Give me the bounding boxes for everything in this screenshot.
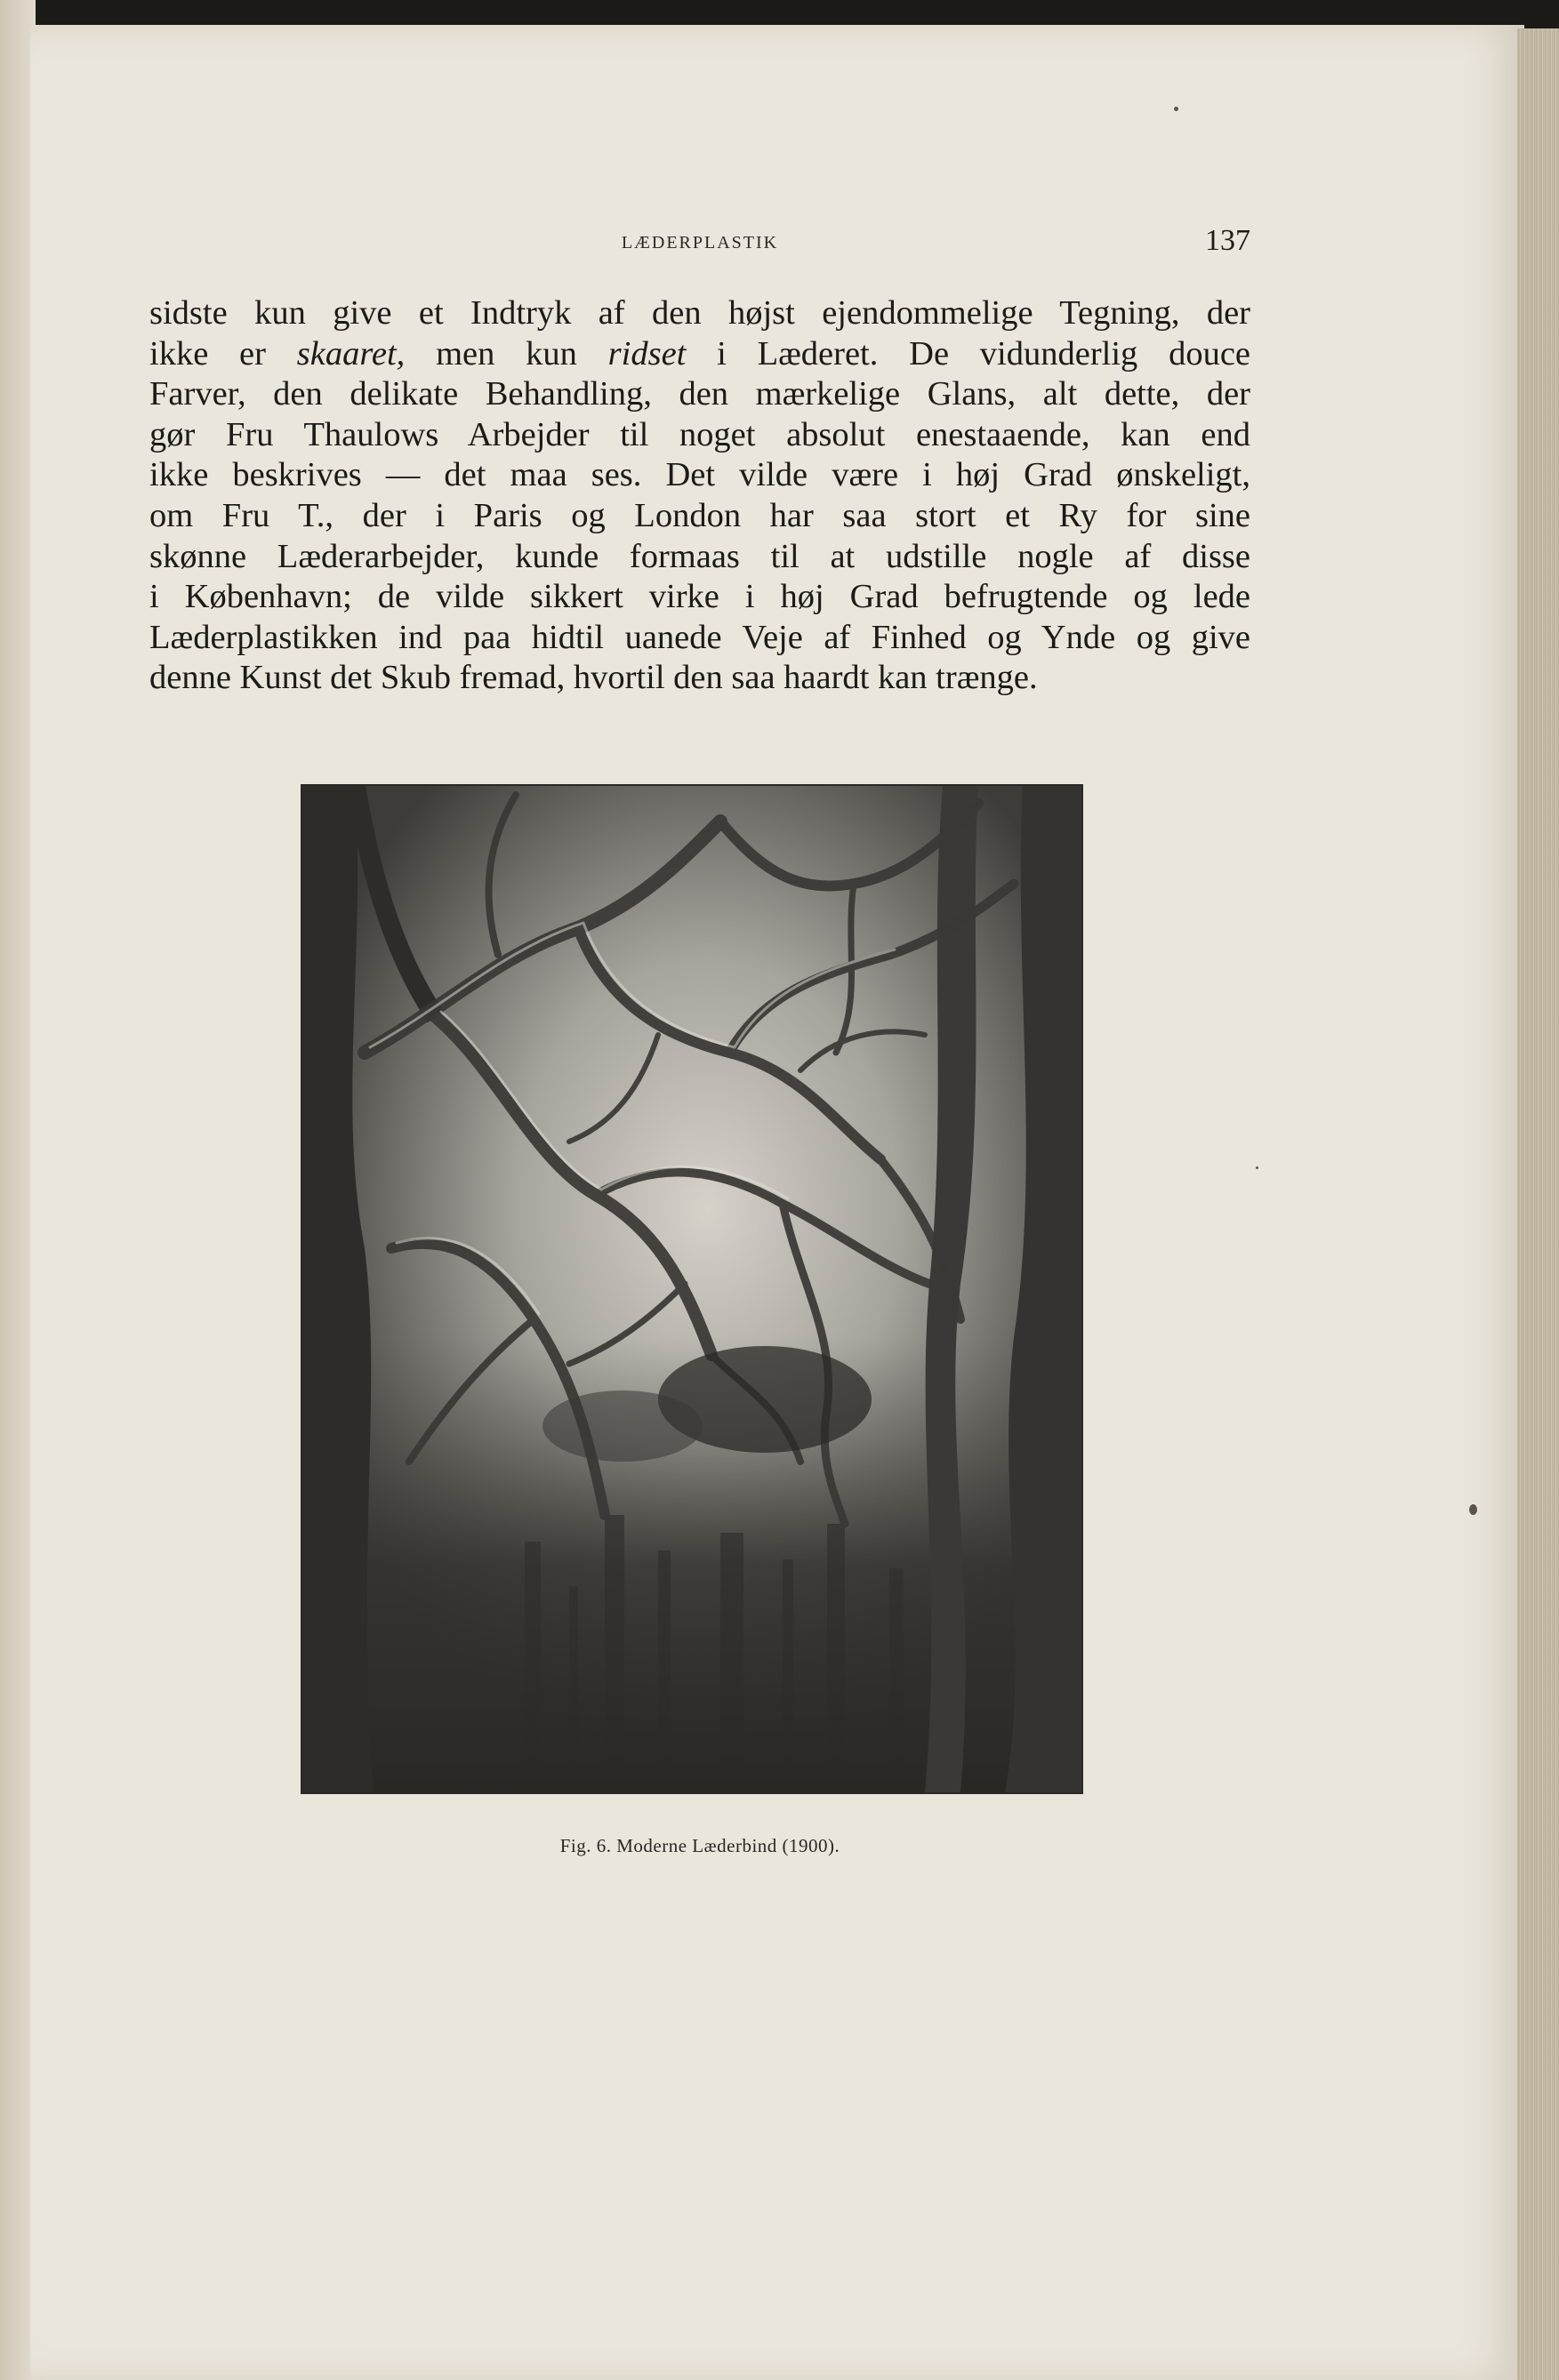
italic-word: skaaret, — [296, 334, 406, 373]
text-run: Farver, den delikate Behandling, den mærkelige Glans, alt dette, der — [149, 375, 1250, 413]
dark-foliage-mass — [542, 1390, 703, 1462]
paper-speck — [1469, 1504, 1477, 1515]
paper-speck — [1174, 107, 1178, 111]
figure-leather-binding-plate — [301, 784, 1083, 1794]
paper-speck — [1256, 1166, 1258, 1169]
text-line — [149, 658, 1250, 699]
running-head — [149, 224, 1250, 260]
text-run: denne Kunst det Skub fremad, hvortil den saa haardt kan trænge. — [149, 659, 1038, 697]
text-line — [149, 537, 1250, 578]
italic-word: ridset — [607, 334, 687, 373]
text-line — [149, 577, 1250, 618]
text-run: i Læderet. De vidunderlig douce — [686, 334, 1250, 373]
text-run: om Fru T., der i Paris og London har saa stort et Ry for sine — [149, 496, 1250, 534]
text-run: sidste kun give et Indtryk af den højst ejendommelige Tegning, der — [149, 294, 1250, 332]
body-text — [149, 293, 1250, 699]
text-run: skønne Læderarbejder, kunde formaas til at udstille nogle af disse — [149, 537, 1250, 575]
text-run: ikke beskrives — det maa ses. Det vilde være i høj Grad ønskeligt, — [149, 456, 1250, 494]
text-line — [149, 618, 1250, 659]
text-run: ikke er — [149, 334, 297, 373]
page-number: 137 — [1205, 224, 1250, 257]
text-line — [149, 455, 1250, 496]
text-line — [149, 293, 1250, 334]
text-line — [149, 496, 1250, 537]
text-line — [149, 374, 1250, 415]
text-run: gør Fru Thaulows Arbejder til noget absolut enestaaende, kan end — [149, 415, 1250, 453]
text-line — [149, 415, 1250, 456]
figure-caption: Fig. 6. Moderne Læderbind (1900). — [559, 1835, 840, 1856]
text-line — [149, 334, 1250, 375]
text-run: men kun — [405, 334, 608, 373]
running-title: LÆDERPLASTIK — [621, 233, 779, 252]
embossed-trees-illustration — [302, 786, 1081, 1792]
text-run: i København; de vilde sikkert virke i høj Grad befrugtende og lede — [149, 578, 1250, 616]
text-run: Læderplastikken ind paa hidtil uanede Veje af Finhed og Ynde og give — [149, 618, 1250, 656]
page-edge-stack — [1517, 28, 1559, 2380]
